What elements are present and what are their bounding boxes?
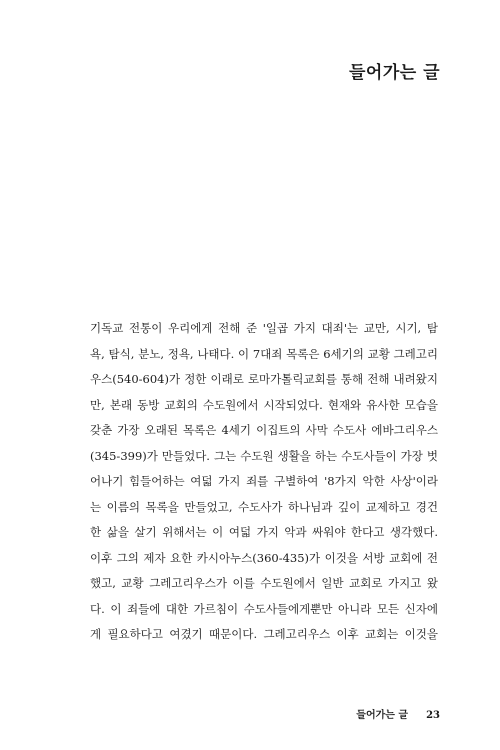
body-line: 다. 이 죄들에 대한 가르침이 수도사들에게뿐만 아니라 모든 신자에 [90, 601, 438, 616]
body-line: 기독교 전통이 우리에게 전해 준 '일곱 가지 대죄'는 교만, 시기, 탐 [90, 321, 438, 335]
body-line: (345-399)가 만들었다. 그는 수도원 생활을 하는 수도사들이 가장 벗 [90, 448, 438, 463]
body-line: 한 삶을 살기 위해서는 이 여덟 가지 악과 싸워야 한다고 생각했다. [90, 525, 438, 539]
chapter-title: 들어가는 글 [348, 63, 440, 83]
body-line: 갖춘 가장 오래된 목록은 4세기 이집트의 사막 수도사 에바그리우스 [90, 423, 438, 437]
body-line: 욕, 탐식, 분노, 정욕, 나태다. 이 7대죄 목록은 6세기의 교황 그레고리 [90, 346, 438, 361]
body-line: 만, 본래 동방 교회의 수도원에서 시작되었다. 현재와 유사한 모습을 [90, 397, 438, 412]
body-line: 우스(540-604)가 정한 이래로 로마가톨릭교회를 통해 전해 내려왔지 [90, 372, 438, 386]
body-line: 게 필요하다고 여겼기 때문이다. 그레고리우스 이후 교회는 이것을 [90, 627, 438, 641]
body-line: 어나기 힘들어하는 여덟 가지 죄를 구별하여 '8가지 악한 사상'이라 [90, 474, 438, 488]
body-line: 는 이름의 목록을 만들었고, 수도사가 하나님과 깊이 교제하고 경건 [90, 499, 438, 514]
body-line: 했고, 교황 그레고리우스가 이를 수도원에서 일반 교회로 가지고 왔 [90, 576, 438, 590]
running-title: 들어가는 글 [356, 710, 409, 721]
body-line: 이후 그의 제자 요한 카시아누스(360-435)가 이것을 서방 교회에 전 [90, 550, 438, 565]
page-number: 23 [426, 710, 440, 721]
body-text [90, 316, 438, 648]
running-footer [356, 706, 440, 721]
